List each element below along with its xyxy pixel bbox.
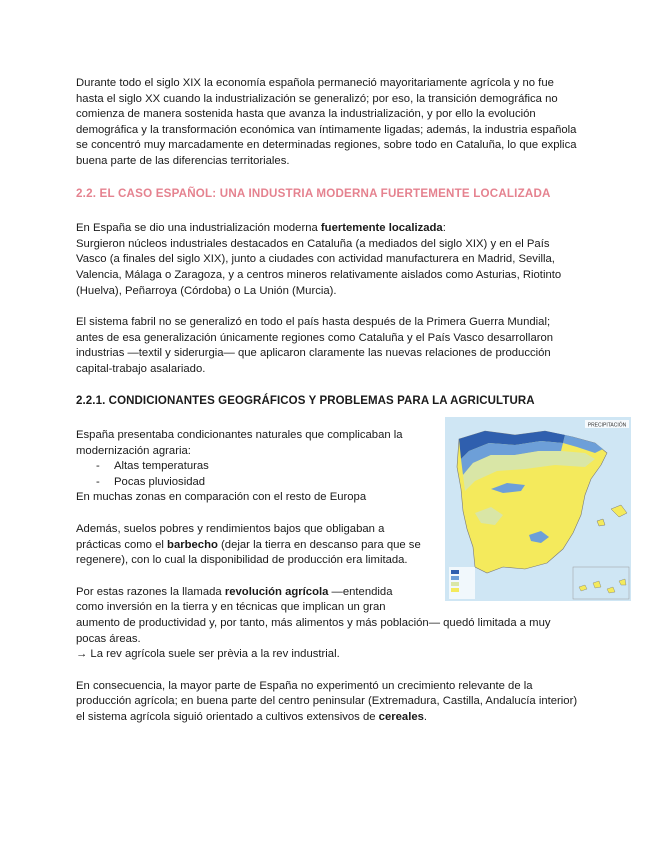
europe-comparison-text: En muchas zonas en comparación con el resto de Europa [76, 491, 367, 504]
bold-term: cereales [378, 711, 424, 723]
text-run: Por estas razones la llamada [76, 585, 225, 598]
consequence-paragraph [76, 679, 579, 726]
arrow-note: → La rev agrícola suele ser prèvia a la rev industrial. [76, 648, 340, 661]
text-run: Además, suelos pobres y rendimientos bajos que obligaban a prácticas como el [76, 523, 385, 551]
text-run: . [423, 711, 428, 723]
industrial-nuclei-text: Surgieron núcleos industriales destacados en Cataluña (a mediados del siglo XIX) y en el País Vasco (a finales del siglo XIX), junto a ciudades con actividad manufacturera en Madrid, Sevilla, Valencia, Málaga o Zaragoza, y a centros mineros relativamente aislados como Asturias, Riotinto (Huelva), Peñarroya (Córdoba) o La Unión (Murcia). [76, 237, 562, 297]
section-2-2-paragraph-1 [76, 221, 579, 299]
intro-paragraph: Durante todo el siglo XIX la economía española permaneció mayoritariamente agrícola y no fue hasta el siglo XX cuando la industrialización se generalizó; por eso, la transición demográfica no comienza de manera sostenida hasta que avanza la industrialización, y por ello la evolución demográfica y la transformación económica van íntimamente ligadas; además, la industria española se concentró muy marcadamente en determinadas regiones, sobre todo en Cataluña, lo que explica buena parte de las diferencias territoriales. [76, 77, 577, 167]
text-line: aumento de productividad y, por tanto, más alimentos y más población— quedó limitada a muy pocas áreas. [76, 617, 551, 645]
industry-localized-line [76, 221, 579, 237]
legend-swatch [451, 570, 459, 574]
conditions-list [76, 459, 421, 490]
precipitation-map-image [445, 417, 631, 601]
natural-conditions-block [76, 428, 421, 506]
legend-swatch [451, 588, 459, 592]
natural-conditions-text: España presentaba condicionantes naturales que complicaban la modernización agraria: [76, 429, 403, 457]
section-2-2-paragraph-2: El sistema fabril no se generalizó en todo el país hasta después de la Primera Guerra Mundial; antes de esa generalización únicamente regiones como Cataluña y el País Vasco desarrollaron industrias —textil y siderurgia— que aplicaron claramente las nuevas relaciones de producción capital-trabajo asalariado. [76, 316, 554, 375]
section-2-2-1-heading: 2.2.1. CONDICIONANTES GEOGRÁFICOS Y PROBLEMAS PARA LA AGRICULTURA [76, 394, 535, 407]
text-run: En consecuencia, la mayor parte de España no experimentó un crecimiento relevante de la producción agrícola; en buena parte del centro peninsular (Extremadura, Castilla, Andalucía interior) el sistema agrícola siguió orientado a cultivos extensivos de [76, 679, 578, 723]
bold-term: barbecho [167, 538, 218, 551]
legend-title: PRECIPITACIÓN [587, 422, 627, 429]
document-page [76, 76, 579, 742]
legend-swatch [451, 576, 459, 580]
text-run: : [442, 222, 446, 235]
legend-swatch [451, 582, 459, 586]
section-2-2-heading: 2.2. EL CASO ESPAÑOL: UNA INDUSTRIA MODERNA FUERTEMENTE LOCALIZADA [76, 186, 551, 200]
text-line: como inversión en la tierra y en técnicas que implican un gran [76, 601, 386, 614]
text-run: (dejar la tierra en descanso para que se regenere), con lo cual la disponibilidad de producción era limitada. [76, 538, 421, 567]
list-item: - Pocas pluviosidad [76, 475, 421, 491]
bold-term: revolución agrícola [224, 585, 329, 598]
bold-term: fuertemente localizada [320, 222, 443, 235]
text-run: En España se dio una industrialización moderna [76, 222, 321, 235]
text-run: —entendida [328, 585, 393, 598]
poor-soils-paragraph [76, 522, 421, 569]
list-item: - Altas temperaturas [76, 459, 421, 475]
